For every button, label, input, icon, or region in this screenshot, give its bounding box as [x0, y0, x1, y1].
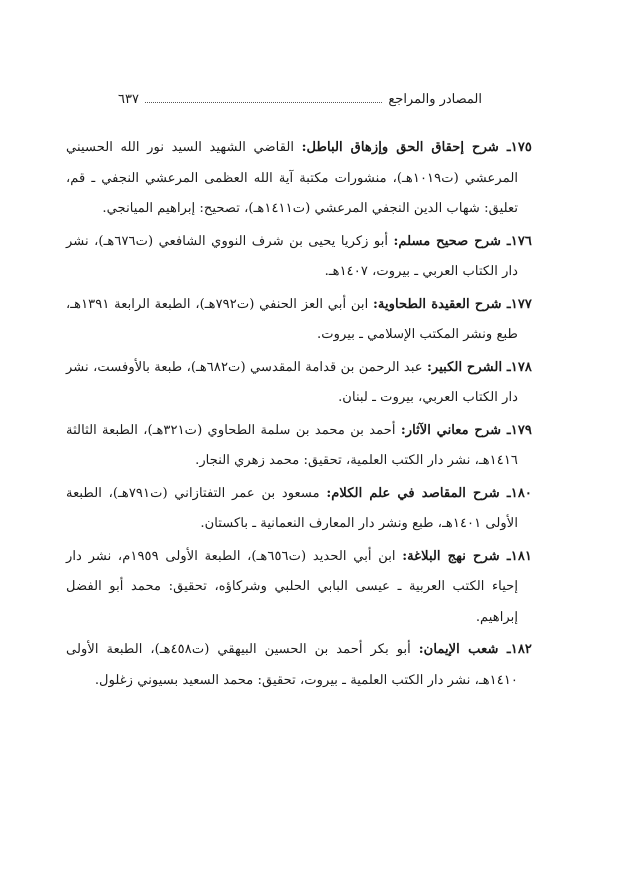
bibliography-entry [66, 416, 532, 477]
entry-text: ابن أبي العز الحنفي (ت٧٩٢هـ)، الطبعة الرابعة ١٣٩١هـ، طبع ونشر المكتب الإسلامي ـ بيروت. [66, 296, 518, 342]
page-number: ٦٣٧ [118, 92, 139, 107]
entry-title: ـ شرح العقيدة الطحاوية: [373, 296, 511, 312]
entry-title: ـ شرح نهج البلاغة: [402, 548, 511, 564]
bibliography-list [66, 133, 532, 698]
entry-number: ١٨١ [510, 548, 532, 564]
entry-text: أبو بكر أحمد بن الحسين البيهقي (ت٤٥٨هـ)، الطبعة الأولى ١٤١٠هـ، نشر دار الكتب العلمية ـ بيروت، تحقيق: محمد السعيد بسيوني زغلول. [66, 642, 518, 688]
entry-title: ـ الشرح الكبير: [427, 359, 511, 375]
entry-title: ـ شعب الإيمان: [418, 642, 511, 657]
entry-title: ـ شرح معاني الآثار: [400, 422, 511, 438]
entry-text: أبو زكريا يحيى بن شرف النووي الشافعي (ت٦٧٦هـ)، نشر دار الكتاب العربي ـ بيروت، ١٤٠٧هـ. [66, 233, 518, 279]
leader-dots [145, 92, 382, 103]
bibliography-entry [66, 290, 532, 351]
entry-text: القاضي الشهيد السيد نور الله الحسيني المرعشي (ت١٠١٩هـ)، منشورات مكتبة آية الله العظمى المرعشي النجفي ـ قم، تعليق: شهاب الدين النجفي المرعشي (ت١٤١١هـ)، تصحيح: إبراهيم الميانجي. [66, 140, 518, 216]
entry-title: ـ شرح المقاصد في علم الكلام: [326, 485, 511, 501]
entry-text: عبد الرحمن بن قدامة المقدسي (ت٦٨٢هـ)، طبعة بالأوفست، نشر دار الكتاب العربي، بيروت ـ لبنان. [66, 359, 518, 405]
entry-number: ١٧٩ [510, 422, 533, 438]
entry-text: أحمد بن محمد بن سلمة الطحاوي (ت٣٢١هـ)، الطبعة الثالثة ١٤١٦هـ، نشر دار الكتب العلمية، تحقيق: محمد زهري النجار. [66, 422, 518, 468]
entry-title: ـ شرح إحقاق الحق وإزهاق الباطل: [301, 140, 511, 155]
running-header [118, 92, 482, 114]
entry-number: ١٧٨ [510, 359, 532, 375]
bibliography-entry [66, 479, 532, 540]
entry-title: ـ شرح صحيح مسلم: [393, 233, 511, 249]
bibliography-entry [66, 542, 532, 634]
entry-number: ١٧٦ [510, 233, 532, 249]
entry-number: ١٧٥ [510, 140, 532, 155]
entry-number: ١٧٧ [510, 296, 532, 312]
bibliography-entry [66, 133, 532, 225]
entry-number: ١٨٢ [510, 642, 532, 657]
running-header-title: المصادر والمراجع [388, 92, 482, 107]
entry-text: ابن أبي الحديد (ت٦٥٦هـ)، الطبعة الأولى ١٩٥٩م، نشر دار إحياء الكتب العربية ـ عيسى البابي الحلبي وشركاؤه، تحقيق: محمد أبو الفضل إبراهيم. [66, 548, 518, 625]
entry-text: مسعود بن عمر التفتازاني (ت٧٩١هـ)، الطبعة الأولى ١٤٠١هـ، طبع ونشر دار المعارف النعمانية ـ باكستان. [66, 485, 518, 531]
bibliography-entry [66, 227, 532, 288]
entry-number: ١٨٠ [510, 485, 532, 501]
bibliography-entry [66, 353, 532, 414]
bibliography-entry [66, 635, 532, 696]
